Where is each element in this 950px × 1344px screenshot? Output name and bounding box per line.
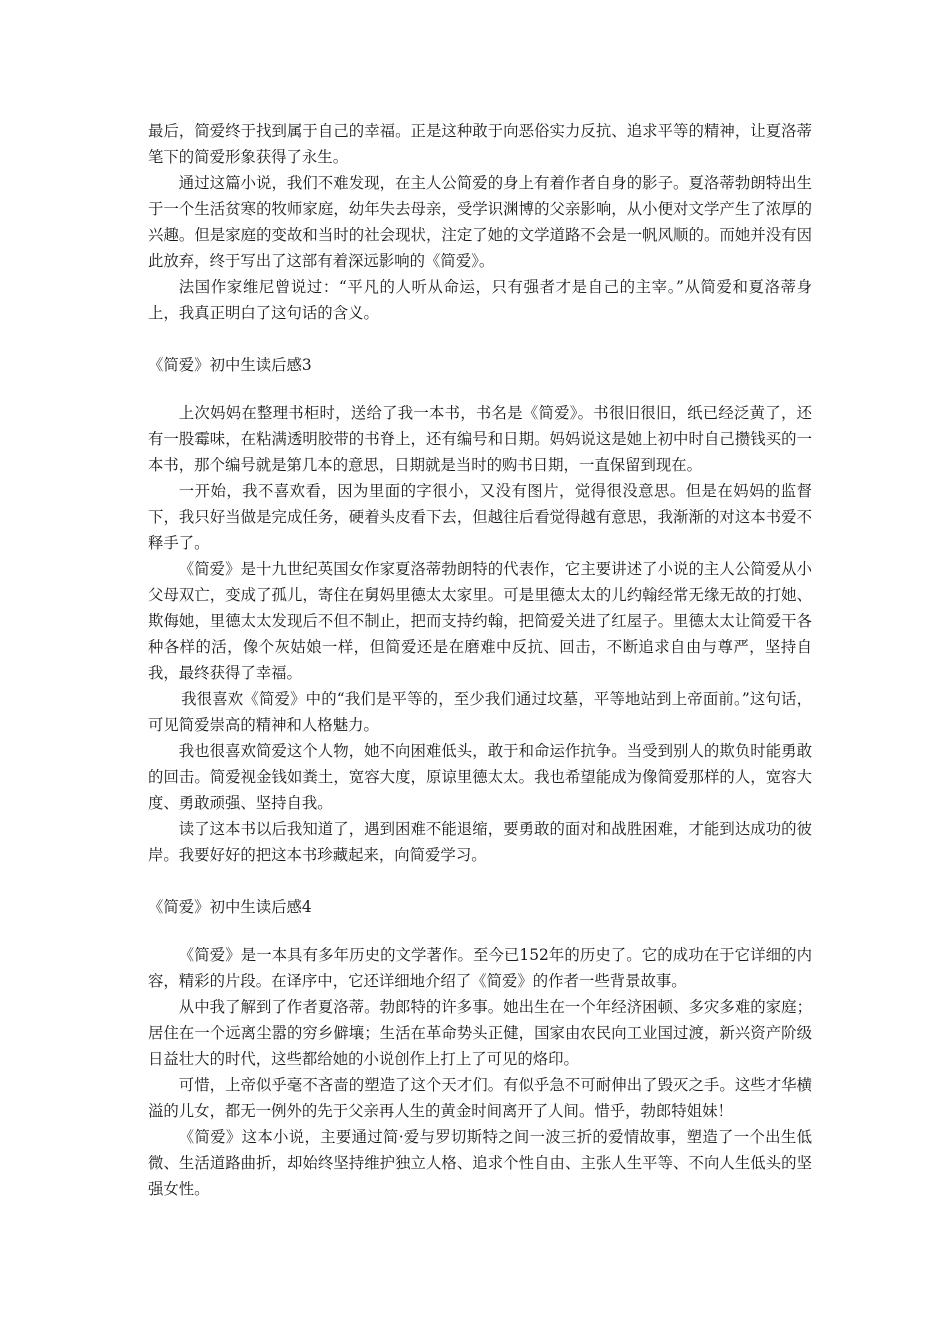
paragraph: 我也很喜欢简爱这个人物，她不向困难低头，敢于和命运作抗争。当受到别人的欺负时能勇敢的回击。简爱视金钱如粪土，宽容大度，原谅里德太太。我也希望能成为像简爱那样的人，宽容大度、勇敢顽强、坚持自我。	[148, 742, 812, 812]
section-title: 《简爱》初中生读后感3	[148, 356, 312, 374]
paragraph: 法国作家维尼曾说过：“平凡的人听从命运，只有强者才是自己的主宰。”从简爱和夏洛蒂身上，我真正明白了这句话的含义。	[148, 278, 812, 322]
paragraph: 上次妈妈在整理书柜时，送给了我一本书，书名是《简爱》。书很旧很旧，纸已经泛黄了，还有一股霉味，在粘满透明胶带的书脊上，还有编号和日期。妈妈说这是她上初中时自己攒钱买的一本书，那个编号就是第几本的意思，日期就是当时的购书日期，一直保留到现在。	[148, 404, 812, 474]
paragraph: 《简爱》是十九世纪英国女作家夏洛蒂勃朗特的代表作，它主要讲述了小说的主人公简爱从小父母双亡，变成了孤儿，寄住在舅妈里德太太家里。可是里德太太的儿约翰经常无缘无故的打她、欺侮她，里德太太发现后不但不制止，把而支持约翰，把简爱关进了红屋子。里德太太让简爱干各种各样的活，像个灰姑娘一样，但简爱还是在磨难中反抗、回击，不断追求自由与尊严，坚持自我，最终获得了幸福。	[148, 560, 812, 682]
paragraph: 《简爱》这本小说，主要通过简·爱与罗切斯特之间一波三折的爱情故事，塑造了一个出生低微、生活道路曲折，却始终坚持维护独立人格、追求个性自由、主张人生平等、不向人生低头的坚强女性。	[148, 1128, 812, 1198]
paragraph: 最后，简爱终于找到属于自己的幸福。正是这种敢于向恶俗实力反抗、追求平等的精神，让夏洛蒂笔下的简爱形象获得了永生。	[148, 122, 812, 166]
paragraph: 一开始，我不喜欢看，因为里面的字很小，又没有图片，觉得很没意思。但是在妈妈的监督下，我只好当做是完成任务，硬着头皮看下去，但越往后看觉得越有意思，我渐渐的对这本书爱不释手了。	[148, 482, 812, 552]
paragraph: 我很喜欢《简爱》中的“我们是平等的，至少我们通过坟墓，平等地站到上帝面前。”这句话，可见简爱崇高的精神和人格魅力。	[148, 690, 812, 734]
document-page	[148, 118, 812, 1202]
paragraph: 从中我了解到了作者夏洛蒂。勃郎特的许多事。她出生在一个年经济困顿、多灾多难的家庭；居住在一个远离尘嚣的穷乡僻壤；生活在革命势头正健，国家由农民向工业国过渡，新兴资产阶级日益壮大的时代，这些都给她的小说创作上打上了可见的烙印。	[148, 998, 812, 1068]
paragraph: 可惜，上帝似乎毫不吝啬的塑造了这个天才们。有似乎急不可耐伸出了毁灭之手。这些才华横溢的儿女，都无一例外的先于父亲再人生的黄金时间离开了人间。惜乎，勃郎特姐妹！	[148, 1076, 812, 1120]
paragraph: 通过这篇小说，我们不难发现，在主人公简爱的身上有着作者自身的影子。夏洛蒂勃朗特出生于一个生活贫寒的牧师家庭，幼年失去母亲，受学识渊博的父亲影响，从小便对文学产生了浓厚的兴趣。但是家庭的变故和当时的社会现状，注定了她的文学道路不会是一帆风顺的。而她并没有因此放弃，终于写出了这部有着深远影响的《简爱》。	[148, 174, 812, 270]
paragraph: 读了这本书以后我知道了，遇到困难不能退缩，要勇敢的面对和战胜困难，才能到达成功的彼岸。我要好好的把这本书珍藏起来，向简爱学习。	[148, 820, 812, 864]
section-title: 《简爱》初中生读后感4	[148, 898, 312, 916]
paragraph: 《简爱》是一本具有多年历史的文学著作。至今已152年的历史了。它的成功在于它详细的内容，精彩的片段。在译序中，它还详细地介绍了《简爱》的作者一些背景故事。	[148, 946, 812, 990]
